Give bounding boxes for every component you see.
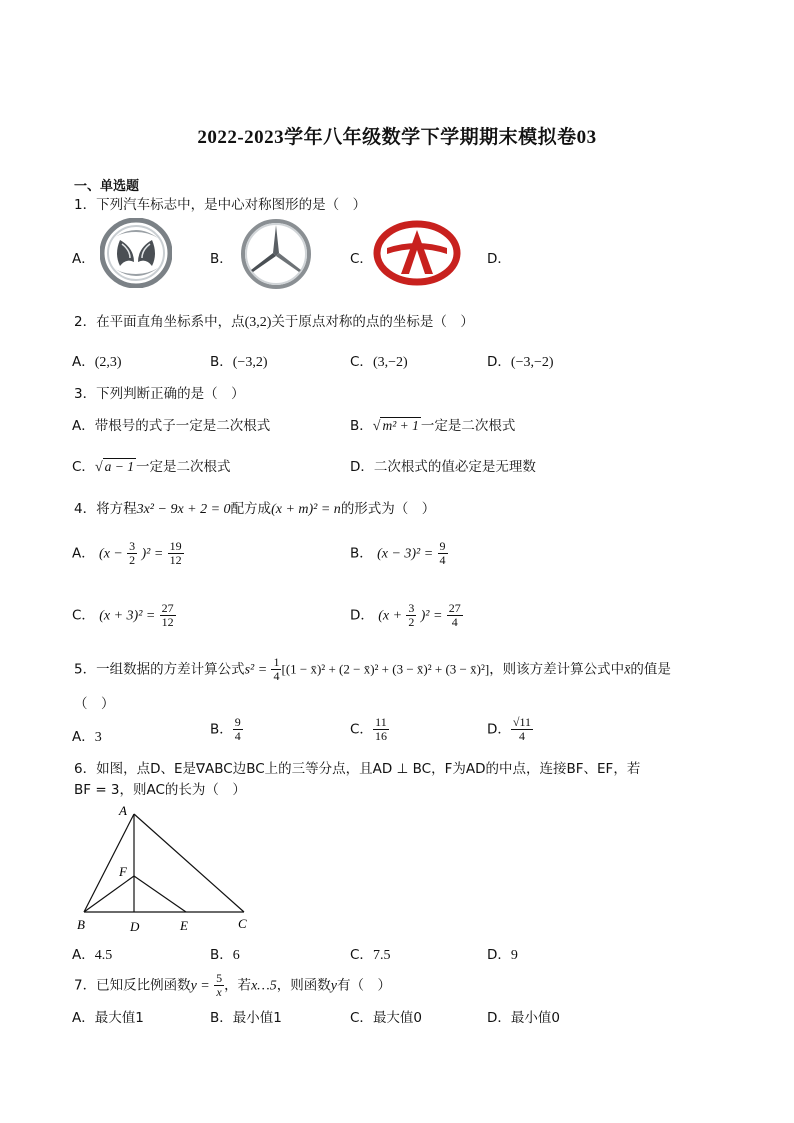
q5-stem-c: 的值是	[630, 661, 671, 678]
q7-a-label: A．	[72, 1010, 95, 1026]
q6-option-c	[350, 943, 390, 964]
q6-a-label: A．	[72, 947, 95, 963]
q4-equation: 3x² − 9x + 2 = 0	[136, 502, 231, 517]
q6-option-b	[210, 943, 240, 964]
section-heading: 一、单选题	[74, 179, 140, 194]
question-4-stem	[74, 497, 435, 518]
q7-stem-c: ，则函数	[276, 977, 331, 994]
q4-option-c	[72, 602, 176, 629]
q5-c-label: C．	[350, 721, 373, 738]
q2-a-label: A．	[72, 354, 95, 370]
q6-b-value: 6	[232, 948, 240, 963]
q4-c-fraction: $\frac{27}{12}$	[161, 601, 174, 629]
q7-option-d	[487, 1006, 560, 1026]
q5-option-b	[210, 716, 243, 743]
point-a-label: A	[119, 803, 127, 818]
q4-b-fraction: $\frac{9}{4}$	[439, 539, 446, 567]
q7-condition: x…5	[251, 978, 277, 994]
q5-d-label: D．	[487, 721, 511, 738]
q5-paren: （ ）	[74, 696, 115, 712]
segment-ab	[84, 814, 134, 912]
q7-b-value: 最小值1	[232, 1010, 282, 1026]
q6-a-value: 4.5	[94, 948, 113, 963]
q4-a-lhs: (x −	[99, 546, 123, 562]
q3-b-radicand: m² + 1	[382, 418, 419, 433]
q6-c-label: C．	[350, 947, 373, 963]
q7-fraction: $\frac{5}{x}$	[216, 971, 223, 999]
q3-c-radicand: a − 1	[104, 459, 134, 474]
q5-option-d	[487, 716, 533, 743]
q3-c-label: C．	[72, 459, 95, 475]
q7-stem-d: 有（ ）	[336, 977, 391, 994]
q1-option-a-label: A．	[72, 251, 95, 267]
q5-stem-b: ，则该方差计算公式中	[489, 661, 625, 678]
q5-coefficient: $\frac{1}{4}$	[273, 655, 280, 683]
q7-d-value: 最小值0	[510, 1010, 560, 1026]
q1-option-c-label: C．	[350, 251, 373, 267]
q7-stem-b: ，若	[224, 977, 252, 994]
q2-option-d	[487, 350, 554, 371]
dongfeng-logo-icon	[100, 218, 172, 288]
q1-option-d-label: D．	[487, 251, 511, 267]
q2-option-a	[72, 350, 122, 371]
q2-point: (3,2)	[244, 315, 272, 330]
q7-b-label: B．	[210, 1010, 233, 1026]
q3-b-text: 一定是二次根式	[420, 418, 516, 434]
q4-a-fraction: $\frac{19}{12}$	[169, 539, 182, 567]
q5-c-fraction: $\frac{11}{16}$	[374, 715, 387, 743]
q4-a-label: A．	[72, 545, 95, 562]
q2-b-value: (−3,2)	[232, 355, 268, 370]
q6-option-d	[487, 943, 518, 964]
q4-stem-b: 配方成	[230, 501, 272, 517]
question-6-line-1: 6．如图，点D、E是∇ABC边BC上的三等分点，且AD ⊥ BC，F为AD的中点，连接BF、EF，若	[74, 761, 641, 777]
question-6-line-2: BF = 3，则AC的长为（ ）	[74, 782, 246, 798]
q7-c-label: C．	[350, 1010, 373, 1026]
q7-y: y	[330, 978, 337, 994]
q3-d-label: D．	[350, 459, 374, 475]
q5-b-label: B．	[210, 721, 233, 738]
q6-option-a	[72, 943, 112, 964]
q4-c-label: C．	[72, 607, 95, 624]
question-1-stem: 1．下列汽车标志中，是中心对称图形的是（ ）	[74, 197, 367, 213]
q5-formula: [(1 − x̄)² + (2 − x̄)² + (3 − x̄)² + (3 − x̄)²]	[281, 661, 490, 677]
q3-b-label: B．	[350, 418, 373, 434]
changan-logo-icon	[373, 220, 461, 286]
q5-option-c	[350, 716, 389, 743]
point-b-label: B	[77, 917, 85, 932]
point-f-label: F	[119, 864, 127, 879]
q7-option-c	[350, 1006, 422, 1026]
q5-stem-a: 5．一组数据的方差计算公式	[74, 661, 245, 678]
q7-option-a	[72, 1006, 144, 1026]
q4-a-rhs: )² =	[141, 546, 164, 562]
q4-b-lhs: (x − 3)² =	[377, 546, 434, 562]
q4-option-b	[350, 540, 448, 567]
q2-b-label: B．	[210, 354, 233, 370]
q2-stem-a: 2．在平面直角坐标系中，点	[74, 314, 245, 330]
q4-stem-c: 的形式为（ ）	[340, 501, 436, 517]
q2-option-b	[210, 350, 268, 371]
q7-c-value: 最大值0	[372, 1010, 423, 1026]
q5-a-label: A．	[72, 729, 95, 745]
q4-b-label: B．	[350, 545, 373, 562]
q4-d-inner-fraction: $\frac{3}{2}$	[408, 601, 415, 629]
point-e-label: E	[180, 918, 188, 933]
q2-option-c	[350, 350, 408, 371]
question-2-stem	[74, 310, 474, 331]
q4-stem-a: 4．将方程	[74, 501, 137, 517]
q3-a-label: A．	[72, 418, 95, 434]
q6-b-label: B．	[210, 947, 233, 963]
q7-stem-a: 7．已知反比例函数	[74, 977, 191, 994]
q7-a-value: 最大值1	[94, 1010, 144, 1026]
q4-option-a	[72, 540, 184, 567]
q1-option-b-label: B．	[210, 251, 233, 267]
q2-a-value: (2,3)	[94, 355, 122, 370]
q5-s2: s² =	[244, 662, 268, 678]
q7-y-eq: y =	[190, 978, 210, 994]
q5-d-fraction: $\frac{√11}{4}$	[512, 715, 532, 743]
q2-d-value: (−3,−2)	[510, 355, 554, 370]
q2-d-label: D．	[487, 354, 511, 370]
question-5-stem	[74, 656, 671, 683]
q6-d-value: 9	[510, 948, 518, 963]
q4-a-inner-fraction: $\frac{3}{2}$	[129, 539, 136, 567]
triangle-figure	[72, 800, 262, 940]
q6-c-value: 7.5	[372, 948, 391, 963]
q3-option-d	[350, 455, 536, 475]
q4-d-rhs: )² =	[420, 608, 443, 624]
question-3-stem: 3．下列判断正确的是（ ）	[74, 386, 245, 402]
q2-c-label: C．	[350, 354, 373, 370]
q3-d-text: 二次根式的值必定是无理数	[373, 459, 536, 475]
q5-option-a	[72, 725, 102, 746]
q3-c-text: 一定是二次根式	[136, 459, 231, 475]
q6-d-label: D．	[487, 947, 511, 963]
q3-option-a	[72, 414, 270, 434]
q2-c-value: (3,−2)	[372, 355, 408, 370]
page-title: 2022-2023学年八年级数学下学期期末模拟卷03	[197, 127, 597, 148]
q7-d-label: D．	[487, 1010, 511, 1026]
q5-a-value: 3	[94, 730, 102, 745]
q7-option-b	[210, 1006, 282, 1026]
q3-a-text: 带根号的式子一定是二次根式	[94, 418, 271, 434]
q4-d-lhs: (x +	[378, 608, 403, 624]
segment-ac	[134, 814, 244, 912]
question-7-stem	[74, 972, 391, 999]
q3-option-c: C．√ a − 1 一定是二次根式	[72, 459, 231, 475]
q3-option-b: B．√ m² + 1 一定是二次根式	[350, 418, 516, 434]
q5-b-fraction: $\frac{9}{4}$	[234, 715, 241, 743]
segment-bf	[84, 876, 134, 912]
q4-d-label: D．	[350, 607, 374, 624]
point-c-label: C	[238, 916, 247, 931]
q4-d-fraction: $\frac{27}{4}$	[448, 601, 461, 629]
point-d-label: D	[130, 919, 140, 934]
q2-stem-b: 关于原点对称的点的坐标是（ ）	[271, 314, 474, 330]
q4-c-lhs: (x + 3)² =	[99, 608, 156, 624]
q4-option-d	[350, 602, 463, 629]
q4-form: (x + m)² = n	[271, 502, 341, 517]
segment-ef	[134, 876, 186, 912]
q5-xbar: x̄	[624, 662, 631, 678]
mercedes-logo-icon	[240, 218, 312, 290]
